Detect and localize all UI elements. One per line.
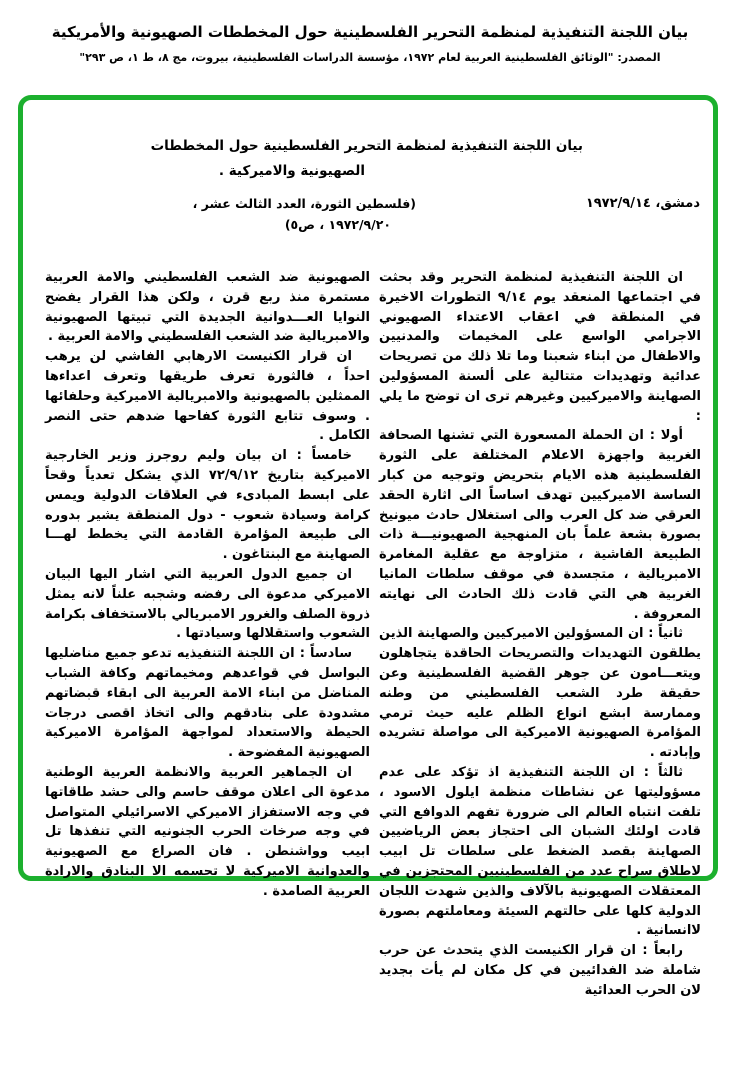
paragraph-fourth-continued: الصهيونية ضد الشعب الفلسطيني والامة العربية مستمرة منذ ربع قرن ، ولكن هذا القرار يفضح النوايا العـــدوانية الجديدة التي تبيتها الصهيونية والامبريالية ضد الشعب الفلسطيني والامة العربية .: [45, 270, 370, 345]
page-title: بيان اللجنة التنفيذية لمنظمة التحرير الفلسطينية حول المخططات الصهيونية والأمريكية: [51, 23, 689, 41]
paragraph-third: ثالثاً : ان اللجنة التنفيذية اذ تؤكد على عدم مسؤوليتها عن نشاطات منظمة ايلول الاسود ، تلفت انتباه العالم الى ضرورة تفهم الدوافع التي قادت اولئك الشبان الى احتجاز بعض الرياضيين الصهاينة بقصد الضغط على سلطات تل ابيب لاطلاق سراح عدد من الفلسطينيين المحتجزين في المعتقلات الصهيونية بالآلاف والذين شهدت اللجان الدولية كلها على حالتهم السيئة ومعاملتهم بصورة لاانسانية .: [379, 764, 701, 939]
journal-citation-line2: ١٩٧٢/٩/٢٠ ، ص٥): [284, 217, 391, 232]
paragraph-sixth: سادساً : ان اللجنة التنفيذيه تدعو جميع مناضليها البواسل في قواعدهم ومخيماتهم وكافة الشباب المناضل من ابناء الامة العربية الى ابقاء قبضاتهم مشدودة على بنادقهم والى اتخاذ اقصى درجات الحيطة والاستعداد لمواجهة المؤامرة الاميركية الصهيونية المفضوحة .: [45, 646, 370, 761]
source-citation: المصدر: "الوثائق الفلسطينية العربية لعام ١٩٧٢، مؤسسة الدراسات الفلسطينية، بيروت، مج ٨، ط ١، ص ٢٩٣": [79, 51, 661, 64]
document-title-line1: بيان اللجنة التنفيذية لمنظمة التحرير الفلسطينية حول المخططات: [150, 138, 583, 154]
body-column-right: [379, 268, 701, 1000]
document-frame: [18, 95, 718, 998]
paragraph-fourth-start: رابعاً : ان قرار الكنيست الذي يتحدث عن حرب شاملة ضد الفدائيين في كل مكان لم يأت بجديد لان الحرب العدائية: [379, 943, 701, 998]
paragraph-fifth: خامساً : ان بيان وليم روجرز وزير الخارجية الاميركية بتاريخ ٧٢/٩/١٢ الذي يشكل تعدياً وقحاً على ابسط المبادىء في العلاقات الدولية ويمس كرامة وسيادة شعوب - دول المنطقة يشير بدوره الى طبيعة المؤامرة القادمة التي يخطط لهـــا الصهاينة مع البنتاغون .: [45, 448, 370, 563]
paragraph-second: ثانياً : ان المسؤولين الاميركيين والصهاينة الذين يطلقون التهديدات والتصريحات الحاقدة يتجاهلون ويتعـــامون عن جوهر القضية الفلسطينية وعن حقيقة طرد الشعب الفلسطيني من وطنه وممارسة ابشع انواع الظلم عليه حيث ترمي المؤامرة الصهيونية الاميركية الى مواصلة تشريده وإبادته .: [379, 626, 701, 761]
dateline-damascus: دمشق، ١٩٧٢/٩/١٤: [585, 196, 700, 211]
journal-citation-line1: (فلسطين الثورة، العدد الثالث عشر ،: [192, 196, 416, 211]
paragraph-intro: ان اللجنة التنفيذية لمنظمة التحرير وقد بحثت في اجتماعها المنعقد يوم ٩/١٤ التطورات الاخيرة في المنطقة في اعقاب الاعتداء الصهيوني الاجرامي الواسع على المخيمات والمدنيين والاطفال من ابناء شعبنا وما تلا ذلك من تصريحات عدائية وتهديدات متتالية على ألسنة المسؤولين الصهاينة والاميركيين وغيرهم ترى ان توضح ما يلي :: [379, 270, 701, 424]
paragraph-arab-states: ان جميع الدول العربية التي اشار اليها البيان الاميركي مدعوة الى رفضه وشجبه علناً لانه يمثل ذروة الصلف والغرور الامبريالي بالاستخفاف بكرامة الشعوب واستقلالها وسيادتها .: [45, 566, 370, 642]
document-title-line2: الصهيونية والاميركية .: [218, 163, 365, 179]
body-column-left: [45, 268, 370, 902]
paragraph-first: أولا : ان الحملة المسعورة التي تشنها الصحافة الغربية واجهزة الاعلام المختلفة على الثورة الفلسطينية هذه الايام بتحريض وتوجيه من كبار الساسة الاميركيين تهدف اساساً الى اثارة الحقد العرقي ضد كل العرب والى استغلال حادث ميونيخ بصورة بشعة علماً بان المنهجية الصهيونيـــة ذات الطبيعة الفاشية ، متزاوجة مع عقلية المغامرة الامبريالية ، متجسدة في موقف سلطات المانيا الغربية هي التي قادت ذلك الحادث الى نهايته المعروفة .: [379, 428, 701, 622]
paragraph-closing: ان الجماهير العربية والانظمة العربية الوطنية مدعوة الى اعلان موقف حاسم والى حشد طاقاتها في وجه الاستفزاز الاميركي الاسرائيلي المتواصل في وجه صرخات الحرب الجنونيه التي تنفذها تل ابيب وواشنطن . فان الصراع مع الصهيونية والعدوانية الاميركية لا تحسمه الا البنادق والارادة العربية الصامدة .: [45, 764, 370, 899]
paragraph-knesset: ان قرار الكنيست الارهابي الفاشي لن يرهب احداً ، فالثورة تعرف طريقها وتعرف اعداءها الممثلين بالصهيونية والامبريالية الاميركية وحلفائها . وسوف تتابع الثورة كفاحها ضدهم حتى النصر الكامل .: [45, 349, 370, 444]
